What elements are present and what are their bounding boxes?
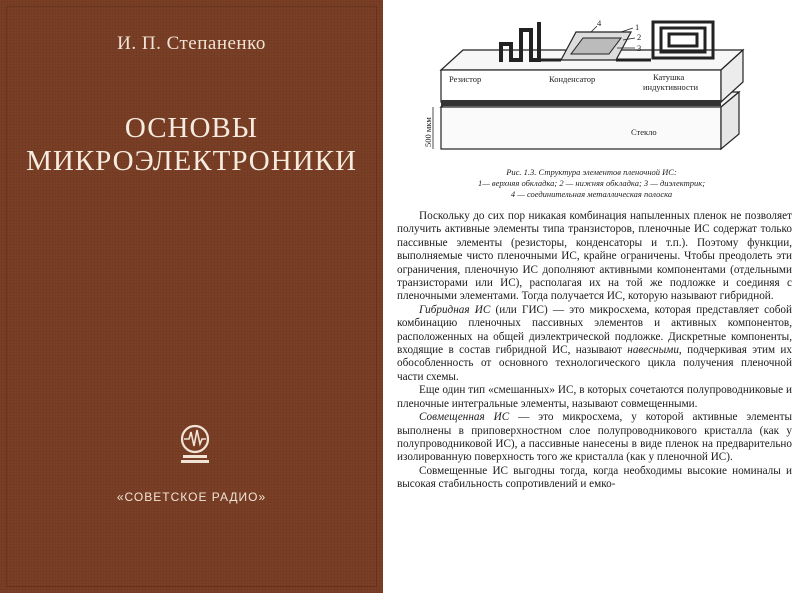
label-coil-line1: Катушка xyxy=(653,72,685,82)
film-ic-structure-diagram xyxy=(421,2,761,162)
paragraph-4 xyxy=(397,411,792,465)
figure-caption-line3: 4 — соединительная металлическая полоска xyxy=(510,189,673,199)
radio-globe-emblem-icon xyxy=(178,422,212,466)
paragraph-3: Еще один тип «смешанных» ИС, в которых сочетаются полупроводниковые и пленочные интегральные элементы, называют совмещенными. xyxy=(397,384,792,410)
paragraph-5: Совмещенные ИС выгодны тогда, когда необходимы высокие номиналы и высокая стабильность сопротивлений и емко- xyxy=(397,464,792,491)
label-capacitor: Конденсатор xyxy=(549,74,596,84)
cover-title-line2: МИКРОЭЛЕКТРОНИКИ xyxy=(26,145,357,177)
label-coil-line2: индуктивности xyxy=(643,82,699,92)
figure-caption-title: Рис. 1.3. Структура элементов пленочной ИС: xyxy=(506,167,677,177)
label-n1: 1 xyxy=(635,22,640,32)
paragraph-2-rest: (или ГИС) — это микросхема, которая представляет собой комбинацию пленочных пассивных элементов и активных компонентов, расположенных на общей диэлектрической подложке. Дискретные компоненты, входящие в состав гибридной ИС, называют xyxy=(397,303,793,357)
paragraph-1: Поскольку до сих пор никакая комбинация напыленных пленок не позволяет получить активные элементы типа транзисторов, пленочные ИС содержат только пассивные элементы (резисторы, конденсаторы и т.п.). Поэтому функции, выполняемые чисто пленочными ИС, крайне ограничены. Чтобы преодолеть эти ограничения, пленочную ИС дополняют активными компонентами (отдельными транзисторами или ИС), располагая их на той же подложке и соединяя с пленочными элементами. Тогда получается ИС, которую называют гибридной. xyxy=(397,210,792,303)
label-glass: Стекло xyxy=(631,127,657,137)
paragraph-2-end: , подчеркивая этим их обособленность от основного технологического цикла получения пленочной части схемы. xyxy=(397,344,792,383)
figure-caption-line2: 1— верхняя обкладка; 2 — нижняя обкладка; 3 — диэлектрик; xyxy=(477,178,706,188)
term-hybrid-ic: Гибридная ИС xyxy=(419,303,491,316)
paragraph-2 xyxy=(397,304,792,384)
cover-author: И. П. Степаненко xyxy=(117,33,266,54)
term-mounted: навесными xyxy=(627,344,679,357)
label-n3: 3 xyxy=(637,43,642,53)
label-resistor: Резистор xyxy=(449,74,482,84)
paragraph-4-rest: — это микросхема, у которой активные элементы выполнены в приповерхностном слое полупроводникового кристалла (как у полупроводниковой ИС), а пассивные нанесены в виде пленок на предварительно изолированную поверхность того же кристалла (как у пленочной ИС). xyxy=(397,411,792,464)
page-body-text xyxy=(397,210,792,492)
label-thickness: 500 мкм xyxy=(423,117,433,147)
cover-publisher: «СОВЕТСКОЕ РАДИО» xyxy=(116,490,267,504)
cover-title-line1: ОСНОВЫ xyxy=(124,112,259,144)
book-cover xyxy=(0,0,383,593)
book-page xyxy=(383,0,800,593)
label-n2: 2 xyxy=(637,32,642,42)
term-combined-ic: Совмещенная ИС xyxy=(419,411,510,424)
label-n4: 4 xyxy=(597,18,602,28)
